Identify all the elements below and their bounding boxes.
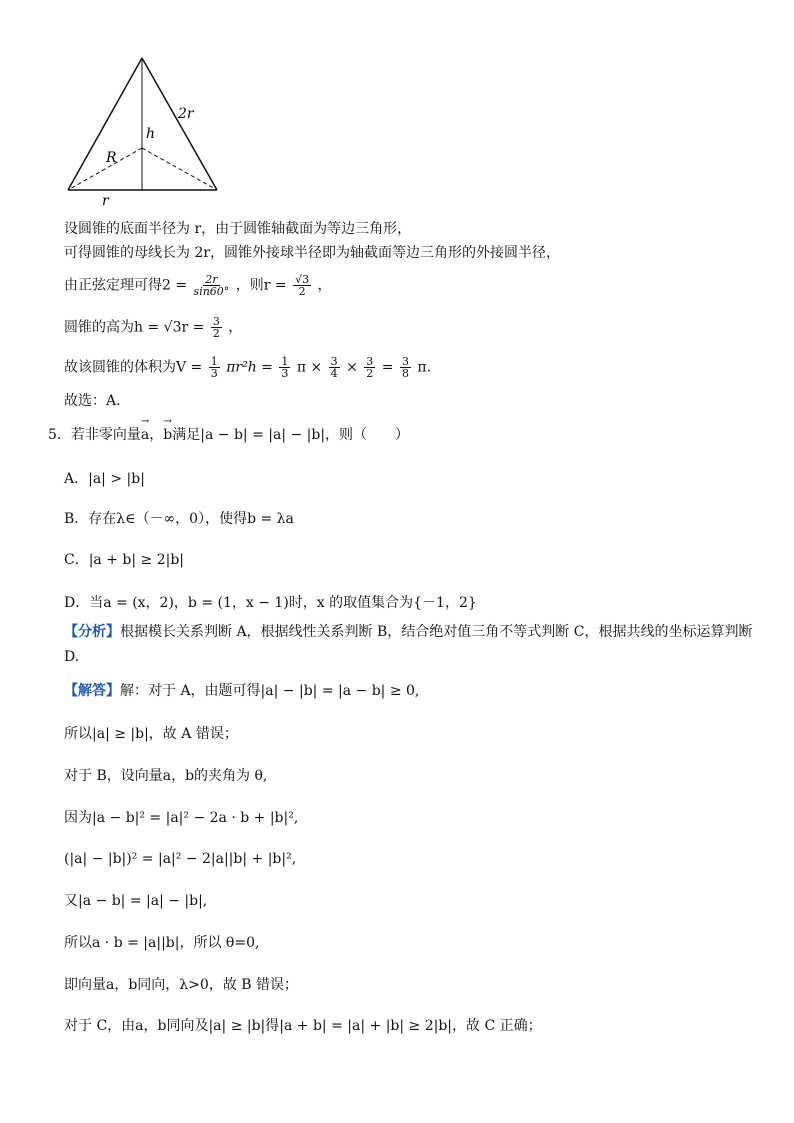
answer-line8: 即向量a，b同向，λ>0，故 B 错误； bbox=[64, 977, 299, 993]
text: 满足|a − b| = |a| − |b|，则（ ） bbox=[172, 427, 410, 443]
text: 5．若非零向量 bbox=[48, 427, 141, 443]
text: 解：对于 A，由题可得|a| − |b| = |a − b| ≥ 0, bbox=[120, 683, 420, 699]
q5-option-c: C．|a + b| ≥ 2|b| bbox=[64, 552, 185, 568]
text: ，则r = bbox=[235, 277, 292, 294]
q5-option-b: B．存在λ∈（－∞，0），使得b = λa bbox=[64, 511, 294, 527]
cone-cross-section-figure bbox=[60, 50, 235, 210]
fraction: $\frac{3}{2}$ bbox=[212, 315, 220, 340]
text: ， bbox=[317, 277, 332, 294]
fraction: $\frac{3}{2}$ bbox=[366, 355, 374, 380]
fraction: $\frac{2r}{\sin 60^\circ}$ bbox=[193, 273, 230, 298]
text: 根据模长关系判断 A，根据线性关系判断 B，结合绝对值三角不等式判断 C，根据共线的坐标运算判断 bbox=[120, 624, 753, 640]
answer-line7: 所以a · b = |a||b|，所以 θ=0, bbox=[64, 935, 260, 951]
label-R: R bbox=[106, 150, 117, 166]
answer-line5: (|a| − |b|)² = |a|² − 2|a||b| + |b|², bbox=[64, 851, 297, 867]
solution4-choice: 故选：A. bbox=[64, 393, 121, 409]
answer-line1 bbox=[64, 684, 419, 698]
solution4-line2: 可得圆锥的母线长为 2r，圆锥外接球半径即为轴截面等边三角形的外接圆半径， bbox=[64, 245, 561, 261]
fraction: $\frac{1}{3}$ bbox=[281, 355, 289, 380]
text: ， bbox=[149, 427, 164, 443]
solution4-line4 bbox=[64, 316, 242, 339]
answer-line2: 所以|a| ≥ |b|，故 A 错误； bbox=[64, 726, 238, 742]
q5-option-d: D．当a = (x，2)，b = (1，x − 1)时，x 的取值集合为{－1，2} bbox=[64, 595, 477, 611]
text: ， bbox=[228, 319, 243, 336]
text: 由正弦定理可得2 = bbox=[64, 277, 192, 294]
fraction: $\frac{3}{4}$ bbox=[330, 355, 338, 380]
fraction: $\frac{3}{8}$ bbox=[401, 355, 409, 380]
analysis-line2: D. bbox=[64, 649, 80, 665]
answer-line4: 因为|a − b|² = |a|² − 2a · b + |b|², bbox=[64, 810, 299, 826]
text: π × bbox=[296, 359, 327, 376]
text: 圆锥的高为h = √3r = bbox=[64, 319, 209, 336]
triangle-left-side bbox=[68, 58, 142, 190]
text: × bbox=[346, 359, 363, 376]
answer-line3: 对于 B，设向量a，b的夹角为 θ, bbox=[64, 768, 268, 784]
q5-option-a: A．|a| > |b| bbox=[64, 471, 145, 487]
vector-a: → a bbox=[141, 428, 149, 442]
label-r: r bbox=[102, 193, 109, 209]
text: πr²h = bbox=[226, 359, 278, 376]
label-2r: 2r bbox=[178, 106, 194, 122]
solution4-line1: 设圆锥的底面半径为 r，由于圆锥轴截面为等边三角形， bbox=[64, 221, 412, 237]
q5-stem bbox=[48, 428, 409, 442]
answer-tag: 【解答】 bbox=[64, 683, 120, 699]
text: 故该圆锥的体积为V = bbox=[64, 359, 207, 376]
vector-b: → b bbox=[163, 428, 172, 442]
text: π. bbox=[417, 359, 432, 376]
triangle-right-side bbox=[142, 58, 217, 190]
fraction: $\frac{√3}{2}$ bbox=[295, 273, 310, 298]
answer-line9: 对于 C，由a，b同向及|a| ≥ |b|得|a + b| = |a| + |b| ≥ 2|b|，故 C 正确； bbox=[64, 1018, 542, 1034]
text: = bbox=[381, 359, 398, 376]
solution4-line3 bbox=[64, 274, 332, 297]
analysis-line1 bbox=[64, 625, 752, 639]
label-h: h bbox=[146, 126, 156, 142]
solution4-line5 bbox=[64, 356, 431, 379]
fraction: $\frac{1}{3}$ bbox=[210, 355, 218, 380]
analysis-tag: 【分析】 bbox=[64, 624, 120, 640]
answer-line6: 又|a − b| = |a| − |b|, bbox=[64, 893, 208, 909]
